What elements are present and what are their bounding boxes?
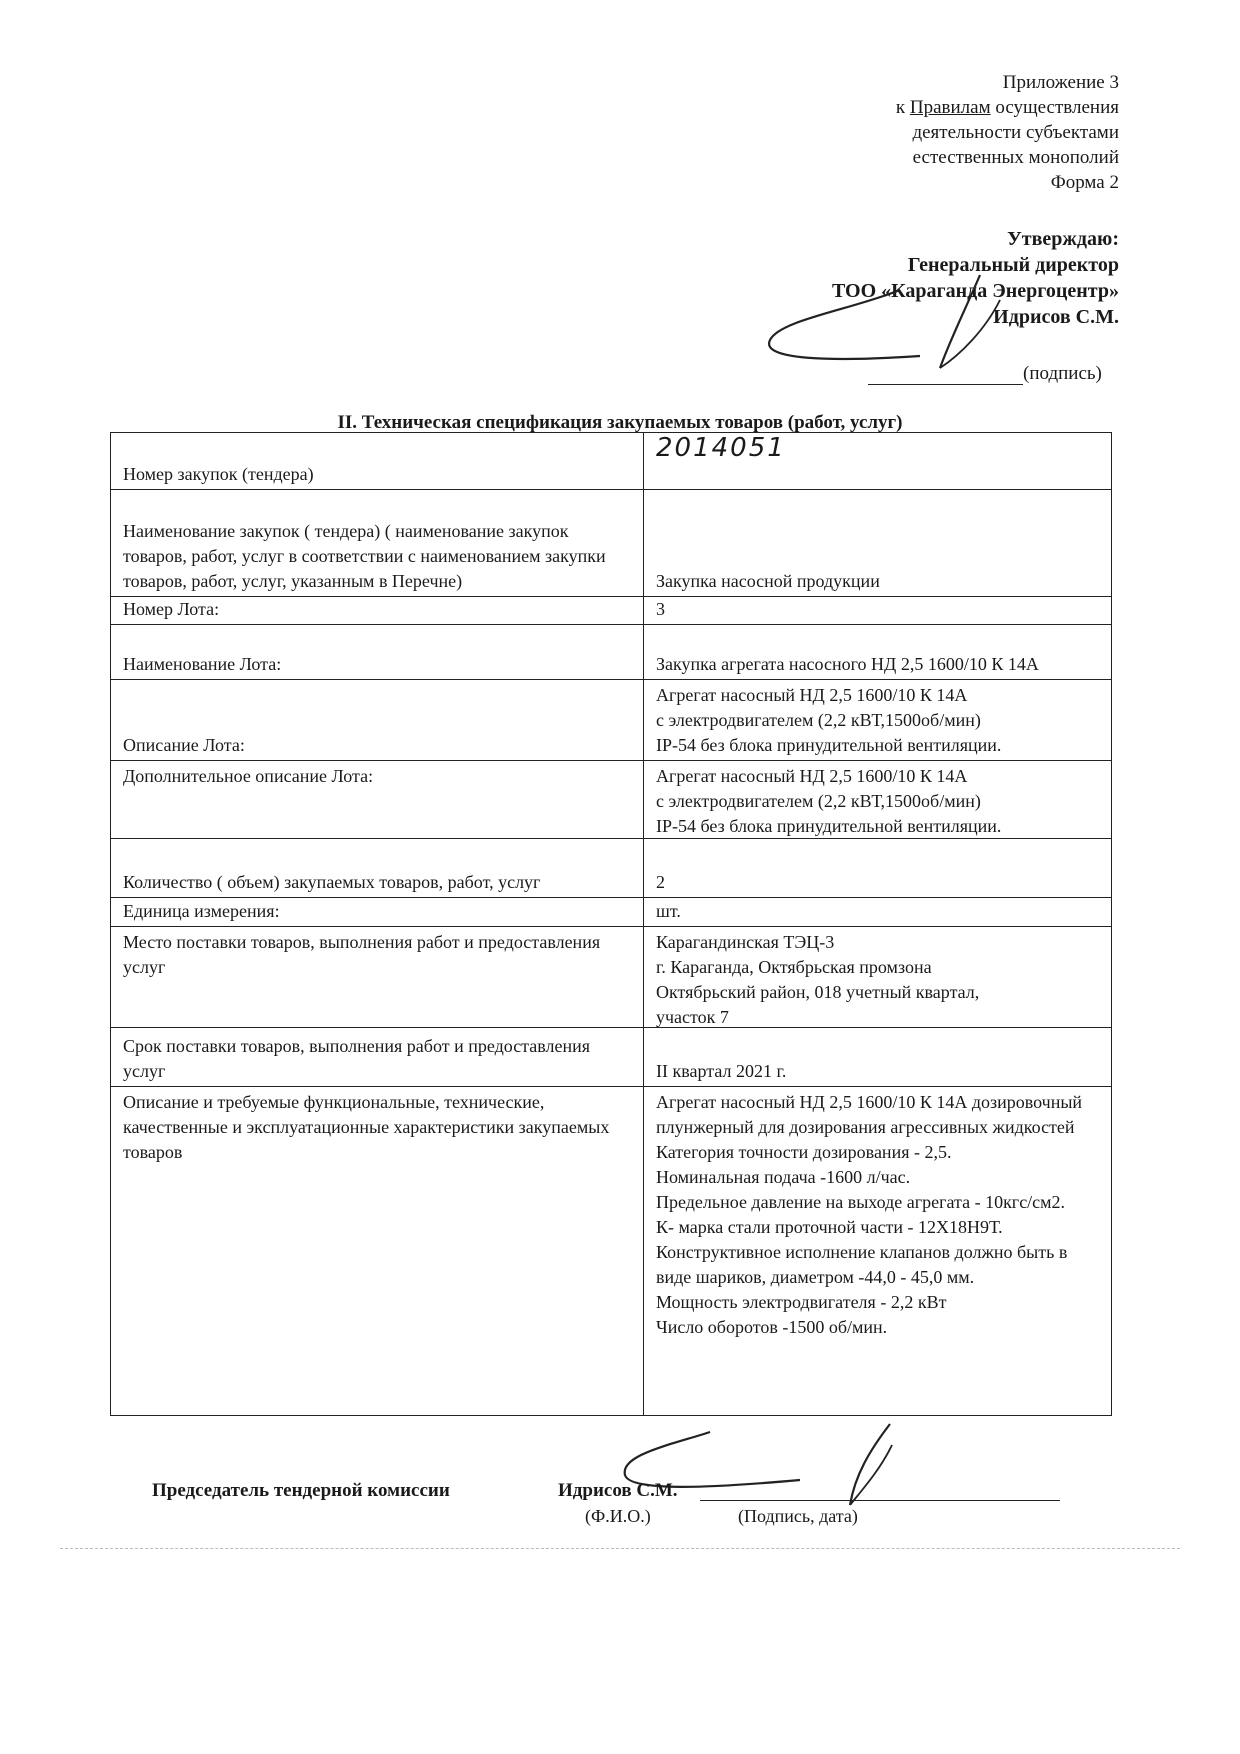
row-unit (111, 898, 1111, 927)
signature-line (868, 363, 1102, 385)
rules-link[interactable]: Правилам (909, 97, 991, 118)
row-lot-number (111, 597, 1111, 625)
char-line-6: Конструктивное исполнение клапанов должно быть в виде шариков, диаметром -44,0 - 45,0 мм. (656, 1242, 1068, 1287)
char-line-4: Предельное давление на выходе агрегата - 10кгс/см2. (656, 1192, 1066, 1212)
char-line-3: Номинальная подача -1600 л/час. (656, 1167, 911, 1187)
label-lot-number: Номер Лота: (111, 597, 644, 624)
value-procurement-name: Закупка насосной продукции (656, 571, 880, 591)
char-line-1: Агрегат насосный НД 2,5 1600/10 К 14А дозировочный плунжерный для дозирования агрессивных жидкостей (656, 1092, 1083, 1137)
signature-caption: (подпись) (1023, 363, 1102, 384)
footer-signature-line (700, 1500, 1060, 1501)
appendix-rules-line (896, 95, 1119, 120)
spec-table (110, 432, 1112, 1416)
appendix-line-3: деятельности субъектами (912, 122, 1119, 143)
appendix-suffix: осуществления (990, 97, 1119, 118)
tender-number-handwritten: 2014051 (656, 433, 786, 463)
char-line-5: К- марка стали проточной части - 12Х18Н9Т. (656, 1217, 1003, 1237)
row-additional-description (111, 761, 1111, 839)
label-tender-number: Номер закупок (тендера) (111, 433, 644, 489)
label-procurement-name: Наименование закупок ( тендера) ( наименование закупок товаров, работ, услуг в соответствии с наименованием закупки товаров, работ, услуг, указанным в Перечне) (111, 490, 644, 596)
value-additional-description (644, 761, 1111, 838)
commission-chair-label: Председатель тендерной комиссии (152, 1480, 450, 1501)
lot-desc-line-3: IP-54 без блока принудительной вентиляции. (656, 735, 1002, 755)
value-unit: шт. (656, 901, 681, 921)
row-lot-description (111, 680, 1111, 761)
appendix-line-4: естественных монополий (912, 147, 1119, 168)
row-characteristics (111, 1087, 1111, 1415)
label-delivery-term: Срок поставки товаров, выполнения работ и предоставления услуг (111, 1028, 644, 1086)
delivery-line-1: Карагандинская ТЭЦ-3 (656, 932, 835, 952)
value-lot-description (644, 680, 1111, 760)
value-quantity: 2 (656, 872, 665, 892)
value-lot-number: 3 (656, 599, 665, 619)
char-line-2: Категория точности дозирования - 2,5. (656, 1142, 952, 1162)
appendix-header (896, 70, 1119, 195)
delivery-line-3: Октябрьский район, 018 учетный квартал, (656, 982, 980, 1002)
add-desc-line-1: Агрегат насосный НД 2,5 1600/10 К 14А (656, 766, 968, 786)
section-title: II. Техническая спецификация закупаемых товаров (работ, услуг) (337, 412, 903, 433)
fio-caption: (Ф.И.О.) (585, 1506, 651, 1526)
value-lot-name: Закупка агрегата насосного НД 2,5 1600/10 К 14А (656, 654, 1039, 674)
appendix-number: Приложение 3 (1002, 72, 1119, 93)
chairman-signature (600, 1420, 920, 1520)
lot-desc-line-2: с электродвигателем (2,2 кВТ,1500об/мин) (656, 710, 981, 730)
label-lot-name: Наименование Лота: (111, 625, 644, 679)
row-delivery-term (111, 1028, 1111, 1087)
label-quantity: Количество ( объем) закупаемых товаров, работ, услуг (111, 839, 644, 897)
sign-date-caption: (Подпись, дата) (738, 1506, 858, 1526)
label-additional-description: Дополнительное описание Лота: (111, 761, 644, 838)
row-quantity (111, 839, 1111, 898)
add-desc-line-3: IP-54 без блока принудительной вентиляции. (656, 816, 1002, 836)
char-line-8: Число оборотов -1500 об/мин. (656, 1317, 888, 1337)
delivery-line-2: г. Караганда, Октябрьская промзона (656, 957, 932, 977)
approver-name: Идрисов С.М. (993, 306, 1119, 328)
approval-title: Утверждаю: (1007, 228, 1119, 250)
add-desc-line-2: с электродвигателем (2,2 кВТ,1500об/мин) (656, 791, 981, 811)
value-characteristics (644, 1087, 1111, 1415)
row-tender-number (111, 433, 1111, 490)
delivery-line-4: участок 7 (656, 1007, 729, 1027)
row-delivery-place (111, 927, 1111, 1028)
label-characteristics: Описание и требуемые функциональные, технические, качественные и эксплуатационные характеристики закупаемых товаров (111, 1087, 644, 1415)
label-lot-description: Описание Лота: (111, 680, 644, 760)
label-unit: Единица измерения: (111, 898, 644, 926)
row-lot-name (111, 625, 1111, 680)
lot-desc-line-1: Агрегат насосный НД 2,5 1600/10 К 14А (656, 685, 968, 705)
signature-blank (868, 366, 1023, 385)
approver-company: ТОО «Караганда Энергоцентр» (831, 280, 1119, 302)
appendix-prefix: к (895, 97, 910, 118)
char-line-7: Мощность электродвигателя - 2,2 кВт (656, 1292, 947, 1312)
label-delivery-place: Место поставки товаров, выполнения работ и предоставления услуг (111, 927, 644, 1027)
value-delivery-place (644, 927, 1111, 1027)
form-number: Форма 2 (1050, 172, 1119, 193)
value-delivery-term: II квартал 2021 г. (656, 1061, 787, 1081)
scan-artifact-line (60, 1548, 1180, 1549)
approver-position: Генеральный директор (907, 254, 1119, 276)
commission-chair-name: Идрисов С.М. (558, 1480, 678, 1501)
row-procurement-name (111, 490, 1111, 597)
